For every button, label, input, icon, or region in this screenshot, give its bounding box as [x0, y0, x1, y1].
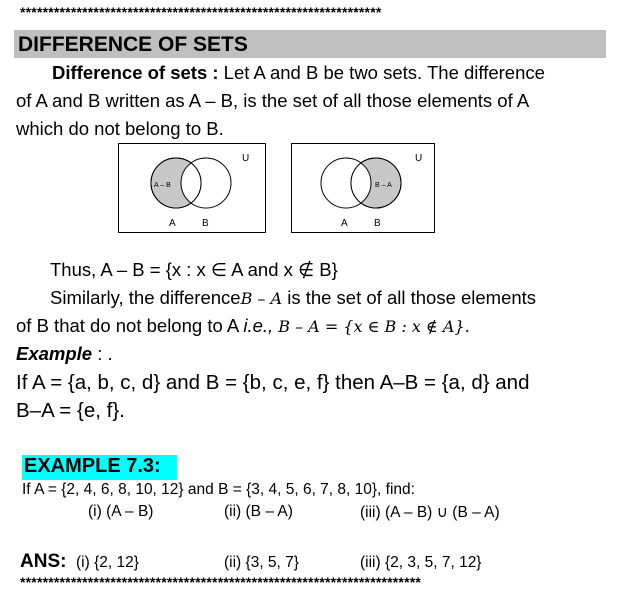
venn-diagram-a-minus-b: [118, 143, 266, 233]
example-line-1: If A = {a, b, c, d} and B = {b, c, e, f} then A–B = {a, d} and: [16, 371, 530, 394]
example-line-2: B–A = {e, f}.: [16, 399, 125, 422]
part-ii: (ii) (B – A): [224, 503, 293, 520]
example-7-3-question: If A = {2, 4, 6, 8, 10, 12} and B = {3, 4, 5, 6, 7, 8, 10}, find:: [22, 481, 415, 498]
definition-line-1: [52, 62, 545, 84]
answer-i: (i) {2, 12}: [76, 554, 139, 571]
set-b-label: B: [202, 218, 209, 229]
definition-line-1-rest: Let A and B be two sets. The difference: [218, 62, 545, 83]
region-label: A – B: [154, 182, 171, 189]
venn-diagram-b-minus-a: [291, 143, 435, 233]
set-a-label: A: [341, 218, 348, 229]
part-iii: (iii) (A – B) ∪ (B – A): [360, 504, 500, 521]
universe-label: U: [242, 153, 250, 164]
definition-term: Difference of sets :: [52, 62, 219, 83]
example-label: Example: [16, 343, 93, 364]
thus-line: Thus, A – B = {x : x ∈ A and x ∉ B}: [50, 259, 338, 280]
similarly-math: B – A: [240, 289, 283, 308]
ie-text: i.e.,: [243, 315, 274, 336]
set-b-label: B: [374, 218, 381, 229]
example-colon: : .: [92, 343, 113, 364]
bottom-star-divider: ***********************************************************************: [20, 574, 422, 590]
example-7-3-title: EXAMPLE 7.3:: [24, 455, 161, 477]
region-label: B – A: [375, 182, 392, 189]
top-star-divider: ****************************************************************: [20, 4, 382, 20]
set-a-label: A: [169, 218, 176, 229]
similarly-text: Similarly, the difference: [50, 287, 241, 308]
section-heading: DIFFERENCE OF SETS: [18, 33, 248, 56]
part-i: (i) (A – B): [88, 503, 154, 520]
b-minus-a-set-builder: B – A = {x ∈ B : x ∉ A}.: [273, 317, 470, 336]
answer-ii: (ii) {3, 5, 7}: [224, 554, 299, 571]
similarly-line-1: [50, 287, 536, 309]
universe-label: U: [415, 153, 423, 164]
similarly-line-2: [16, 315, 470, 337]
answer-label: ANS:: [20, 551, 67, 572]
similarly-line-2-text: of B that do not belong to A: [16, 315, 244, 336]
similarly-rest: is the set of all those elements: [282, 287, 537, 308]
definition-line-2: of A and B written as A – B, is the set of all those elements of A: [16, 90, 530, 111]
example-heading: [16, 343, 113, 365]
answer-iii: (iii) {2, 3, 5, 7, 12}: [360, 554, 482, 571]
definition-line-3: which do not belong to B.: [16, 118, 224, 139]
